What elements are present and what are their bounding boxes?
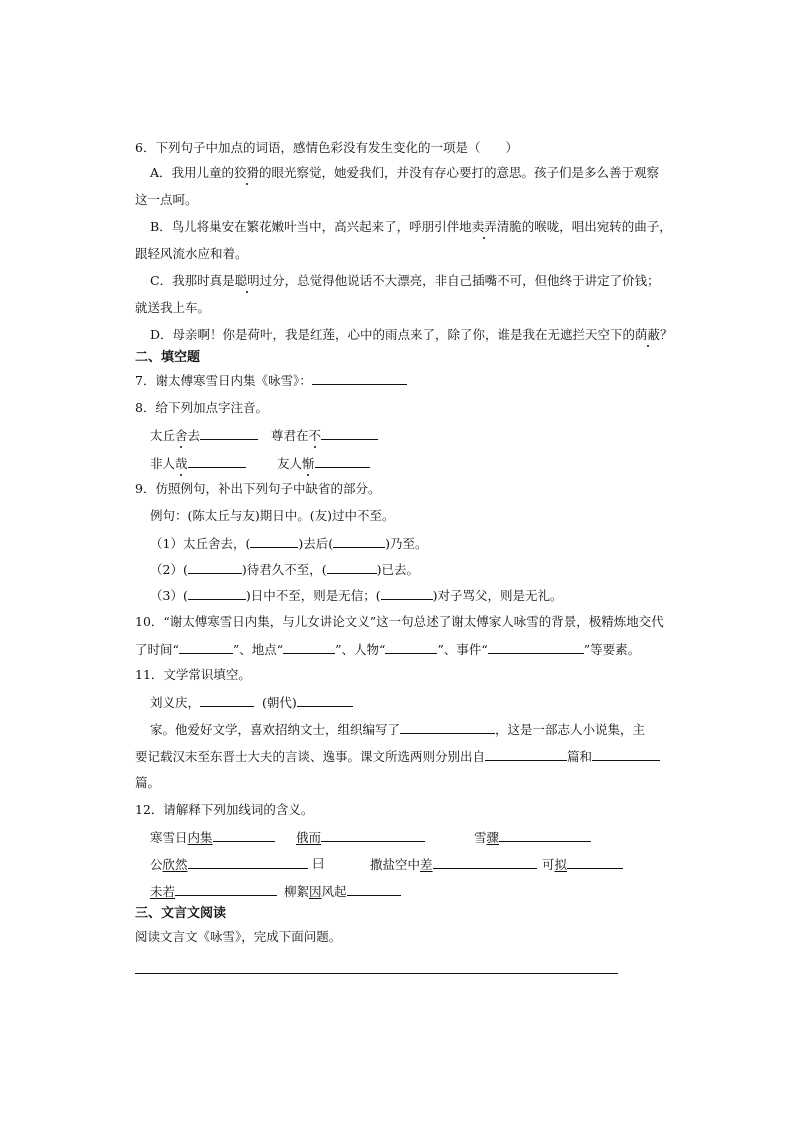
text: )去后(	[298, 536, 334, 551]
answer-blank[interactable]	[333, 535, 385, 548]
answer-rule-line	[135, 973, 618, 974]
dotted-word: 狡猾	[234, 165, 260, 180]
q8-item-4	[277, 455, 370, 472]
text: 了时间“	[135, 642, 179, 657]
answer-blank[interactable]	[433, 856, 537, 869]
answer-blank[interactable]	[200, 427, 258, 440]
q10-line1: 10．“谢太傅寒雪日内集，与儿女讲论文义”这一句总述了谢太傅家人咏雪的背景，极精炼地交代	[135, 614, 664, 629]
text: 撒盐空中	[370, 857, 421, 872]
text: ”等要素。	[583, 642, 641, 657]
text: A．我用儿童的	[150, 165, 235, 180]
underlined-word: 欣然	[162, 857, 188, 872]
q12-word-4	[150, 856, 308, 873]
answer-blank[interactable]	[283, 641, 335, 654]
dotted-char: 哉	[175, 456, 188, 471]
text: (朝代)	[262, 695, 297, 710]
q12-word-1	[150, 829, 275, 846]
text: )乃至。	[385, 536, 428, 551]
q11-line1	[150, 694, 353, 711]
q6-option-b-line1	[150, 219, 672, 235]
answer-blank[interactable]	[297, 694, 353, 707]
text: )日中不至，则是无信；(	[245, 588, 381, 603]
section-title-classical-reading: 三、文言文阅读	[135, 906, 227, 921]
q8-stem: 8．给下列加点字注音。	[135, 400, 268, 415]
q9-example: 例句：(陈太丘与友)期日中。(友)过中不至。	[150, 508, 395, 523]
dotted-word: 荫蔽	[635, 327, 661, 342]
answer-blank[interactable]	[327, 561, 377, 574]
answer-blank[interactable]	[188, 587, 246, 600]
q8-item-1	[150, 427, 258, 444]
text: 非人	[150, 456, 176, 471]
q6-stem: 6．下列句子中加点的词语，感情色彩没有发生变化的一项是（ ）	[135, 140, 518, 155]
q6-option-c-line1	[150, 273, 660, 289]
answer-blank[interactable]	[321, 829, 425, 842]
q6-option-d	[150, 327, 673, 343]
answer-blank[interactable]	[188, 455, 246, 468]
text: 太丘	[150, 428, 176, 443]
underlined-word: 因	[309, 884, 322, 899]
answer-blank[interactable]	[485, 748, 567, 761]
q7	[135, 372, 407, 389]
text: 公	[150, 857, 163, 872]
q9-stem: 9．仿照例句，补出下列句子中缺省的部分。	[135, 481, 381, 496]
text: )待君久不至，(	[241, 562, 327, 577]
text: （2）(	[150, 562, 188, 577]
q6-option-a-line1	[150, 165, 659, 181]
underlined-word: 内集	[187, 830, 213, 845]
answer-blank[interactable]	[175, 883, 277, 896]
q12-word-9	[284, 883, 401, 900]
text: )已去。	[376, 562, 419, 577]
answer-blank[interactable]	[312, 372, 407, 385]
answer-blank[interactable]	[213, 829, 275, 842]
q6-option-c-line2: 就送我上车。	[135, 300, 211, 315]
text: 家。他爱好文学，喜欢招纳文士，组织编写了	[150, 722, 401, 737]
text: ？	[660, 327, 673, 342]
text: 的眼光察觉，她爱我们，并没有存心要打的意思。孩子们是多么善于观察	[259, 165, 660, 180]
q8-item-2	[271, 427, 378, 444]
text: 寒雪日	[150, 830, 188, 845]
text: 篇和	[567, 749, 593, 764]
q12-word-6	[370, 856, 537, 873]
q9-sentence-1	[150, 535, 428, 552]
text: 7．谢太傅寒雪日内集《咏雪》：	[135, 373, 312, 388]
q9-sentence-3	[150, 587, 563, 604]
reading-intro: 阅读文言文《咏雪》，完成下面问题。	[135, 929, 342, 944]
text: 柳絮	[284, 884, 310, 899]
dotted-char: 惭	[302, 456, 315, 471]
text: ”、地点“	[232, 642, 284, 657]
dotted-word: 聪明	[234, 273, 260, 288]
text: )对子骂父，则是无礼。	[432, 588, 563, 603]
answer-blank[interactable]	[592, 748, 660, 761]
answer-blank[interactable]	[381, 587, 433, 600]
q8-item-3	[150, 455, 246, 472]
text: C．我那时真是	[150, 273, 235, 288]
text: （1）太丘舍去，(	[150, 536, 251, 551]
answer-blank[interactable]	[188, 561, 242, 574]
answer-blank[interactable]	[321, 427, 378, 440]
q6-option-a-line2: 这一点呵。	[135, 192, 198, 207]
text: 雪	[474, 830, 487, 845]
text: ”、事件“	[437, 642, 488, 657]
section-title-fill-blank: 二、填空题	[135, 350, 201, 365]
text: 尊君在	[271, 428, 309, 443]
text: B．鸟儿将巢安在繁花嫩叶当中，高兴起来了，呼朋引伴地	[150, 219, 472, 234]
q12-word-5: 曰	[312, 856, 325, 871]
answer-blank[interactable]	[179, 641, 233, 654]
answer-blank[interactable]	[250, 535, 298, 548]
q12-stem: 12．请解释下列加线词的含义。	[135, 802, 314, 817]
underlined-word: 骤	[486, 830, 500, 845]
underlined-word: 差	[420, 857, 433, 872]
text: 过分，总觉得他说话不大漂亮，非自己插嘴不可，但他终于讲定了价钱；	[259, 273, 660, 288]
q11-line2	[150, 721, 645, 738]
dotted-word: 卖弄	[471, 219, 497, 234]
text: 去	[187, 428, 201, 443]
answer-blank[interactable]	[385, 641, 437, 654]
text: （3）(	[150, 588, 188, 603]
q11-line4: 篇。	[135, 775, 161, 790]
answer-blank[interactable]	[499, 829, 591, 842]
answer-blank[interactable]	[567, 856, 623, 869]
q11-line3	[135, 748, 660, 765]
q12-word-3	[474, 829, 591, 846]
text: 刘义庆，	[150, 695, 201, 710]
q10-line2	[135, 641, 640, 658]
text: 风起	[321, 884, 347, 899]
underlined-word: 未若	[150, 884, 176, 899]
answer-blank[interactable]	[200, 694, 254, 707]
q6-option-b-line2: 跟轻风流水应和着。	[135, 246, 248, 261]
q11-stem: 11．文学常识填空。	[135, 667, 251, 682]
text: 清脆的喉咙，唱出宛转的曲子，	[496, 219, 672, 234]
underlined-word: 俄而	[296, 830, 322, 845]
text: 要记载汉末至东晋士大夫的言谈、逸事。课文所选两则分别出自	[135, 749, 486, 764]
text: 友人	[277, 456, 303, 471]
answer-blank[interactable]	[315, 455, 370, 468]
text: 可	[542, 857, 555, 872]
dotted-char: 舍	[175, 428, 188, 443]
q12-word-8	[150, 883, 277, 900]
text: ”、人物“	[335, 642, 386, 657]
answer-blank[interactable]	[488, 641, 584, 654]
text: ，这是一部志人小说集，主	[495, 722, 646, 737]
q9-sentence-2	[150, 561, 419, 578]
underlined-word: 拟	[554, 857, 568, 872]
answer-blank[interactable]	[400, 721, 495, 734]
dotted-char: 不	[308, 428, 322, 443]
q12-word-7	[542, 856, 623, 873]
q12-word-2	[296, 829, 425, 846]
text: D．母亲啊！你是荷叶，我是红莲，心中的雨点来了，除了你，谁是我在无遮拦天空下的	[150, 327, 636, 342]
answer-blank[interactable]	[347, 883, 401, 896]
answer-blank[interactable]	[188, 856, 308, 869]
